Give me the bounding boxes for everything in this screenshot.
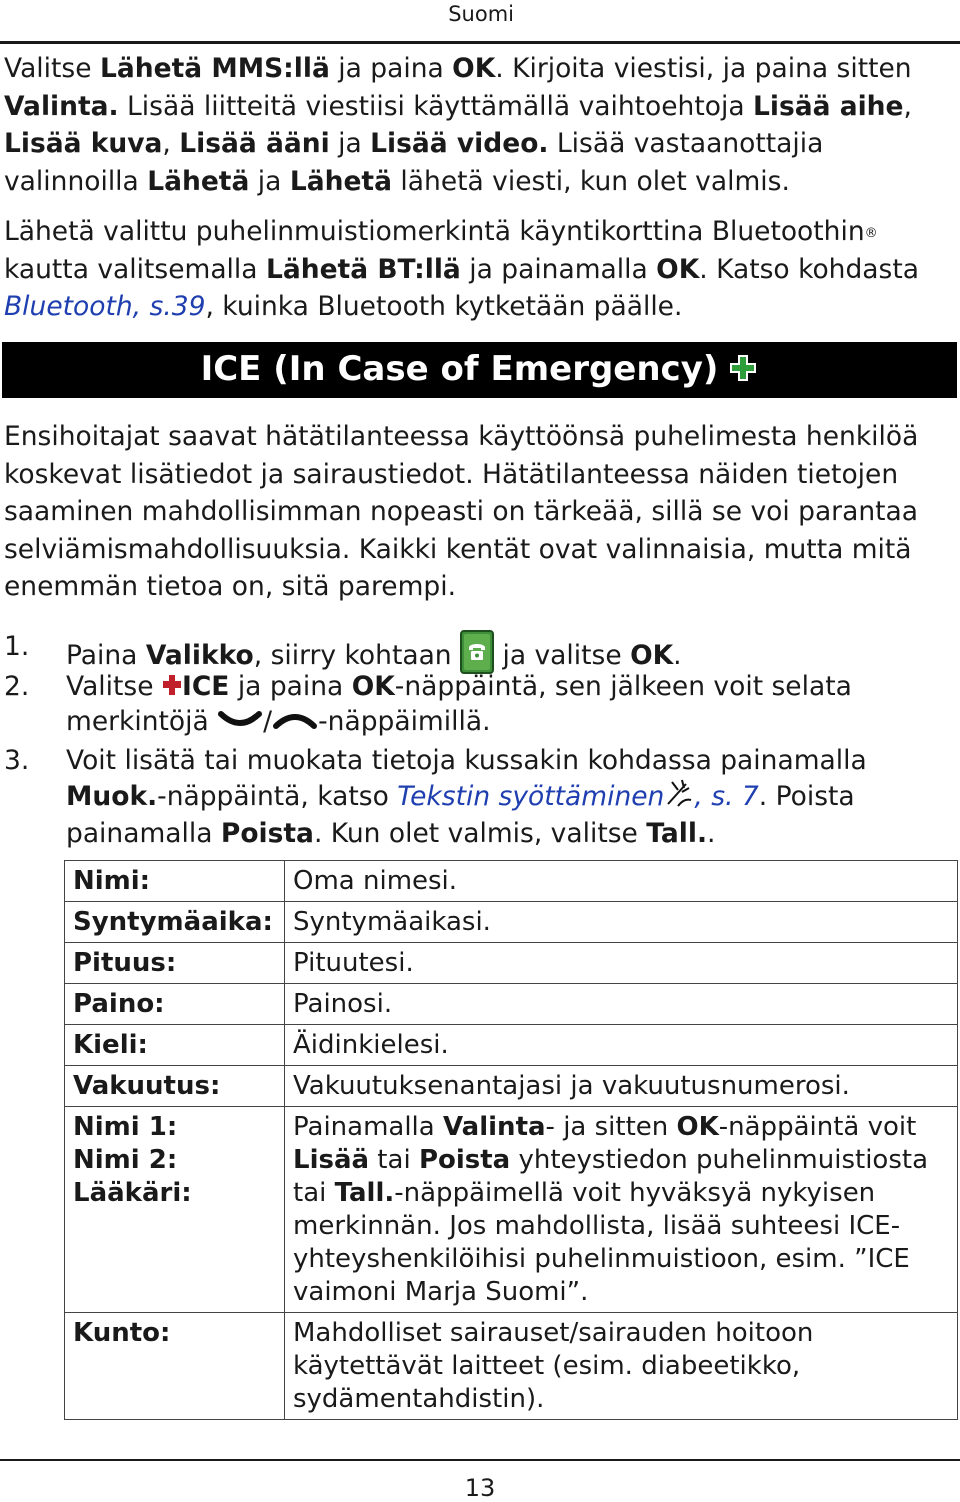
ice-info-table (64, 860, 958, 1420)
field-description: Oma nimesi. (285, 861, 958, 902)
intro-paragraph-bluetooth: Lähetä valittu puhelinmuistiomerkintä käyntikorttina Bluetoothin® kautta valitsemalla Lähetä BT:llä ja painamalla OK. Katso kohdasta Bluetooth, s.39, kuinka Bluetooth kytketään päälle. (4, 216, 919, 322)
table-row (65, 984, 958, 1025)
writing-hand-icon (664, 778, 694, 817)
table-row (65, 1066, 958, 1107)
header-language: Suomi (448, 2, 514, 26)
step-text: Paina Valikko, siirry kohtaan ja valitse OK. (66, 630, 946, 683)
table-row (65, 861, 958, 902)
table-row (65, 943, 958, 984)
table-row (65, 902, 958, 943)
table-row (65, 1313, 958, 1420)
table-row (65, 1107, 958, 1313)
step-number: 3. (4, 745, 30, 776)
ice-label: ICE (181, 671, 230, 702)
field-name: Kieli: (65, 1025, 285, 1066)
field-name: Nimi: (65, 861, 285, 902)
footer-rule (0, 1459, 960, 1461)
field-name: Pituus: (65, 943, 285, 984)
intro-paragraph-mms: Valitse Lähetä MMS:llä ja paina OK. Kirjoita viestisi, ja paina sitten Valinta. Lisää liitteitä viestiisi käyttämällä vaihtoehtoja Lisää aihe, Lisää kuva, Lisää ääni ja Lisää video. Lisää vastaanottajia valinnoilla Lähetä ja Lähetä lähetä viesti, kun olet valmis. (4, 53, 912, 197)
header-rule (0, 41, 960, 44)
field-name: Paino: (65, 984, 285, 1025)
field-name: Vakuutus: (65, 1066, 285, 1107)
section-title-bar (2, 342, 957, 398)
section-intro-paragraph: Ensihoitajat saavat hätätilanteessa käyttöönsä puhelimesta henkilöä koskevat lisätiedot ja sairaustiedot. Hätätilanteessa näiden tietojen saaminen mahdollisimman nopeasti on tärkeää, sillä se voi parantaa selviämismahdollisuuksia. Kaikki kentät ovat valinnaisia, mutta mitä enemmän tietoa on, sitä parempi. (4, 421, 919, 602)
chevron-up-icon (272, 705, 318, 739)
field-description: Pituutesi. (285, 943, 958, 984)
table-row (65, 1025, 958, 1066)
bluetooth-link[interactable]: Bluetooth, s.39 (4, 291, 206, 322)
step-number: 2. (4, 671, 30, 702)
text-input-page-link[interactable]: , s. 7 (694, 781, 759, 812)
green-plus-icon (728, 353, 758, 383)
field-description: Mahdolliset sairauset/sairauden hoitoon käytettävät laitteet (esim. diabeetikko, sydämentahdistin). (285, 1313, 958, 1420)
ice-plus-icon (162, 671, 182, 705)
field-name: Syntymäaika: (65, 902, 285, 943)
field-description: Painamalla Valinta- ja sitten OK-näppäintä voit Lisää tai Poista yhteystiedon puhelinmuistiosta tai Tall.-näppäimellä voit hyväksyä nykyisen merkinnän. Jos mahdollista, lisää suhteesi ICE-yhteyshenkilöihisi puhelinmuistioon, esim. ”ICE vaimoni Marja Suomi”. (285, 1107, 958, 1313)
field-description: Äidinkielesi. (285, 1025, 958, 1066)
step-number: 1. (4, 631, 30, 662)
chevron-down-icon (217, 705, 263, 739)
page-number: 13 (464, 1474, 496, 1502)
field-description: Painosi. (285, 984, 958, 1025)
step-text: Valitse ICE ja paina OK-näppäintä, sen jälkeen voit selata merkintöjä / -näppäimillä. (66, 670, 946, 739)
step-text: Voit lisätä tai muokata tietoja kussakin kohdassa painamalla Muok.-näppäintä, katso Tekstin syöttäminen , s. 7. Poista painamalla Poista. Kun olet valmis, valitse Tall.. (66, 745, 867, 849)
section-title: ICE (In Case of Emergency) (2, 347, 957, 391)
field-name: Kunto: (65, 1313, 285, 1420)
field-description: Syntymäaikasi. (285, 902, 958, 943)
field-name: Nimi 1: Nimi 2: Lääkäri: (65, 1107, 285, 1313)
text-input-link[interactable]: Tekstin syöttäminen (397, 781, 665, 812)
field-description: Vakuutuksenantajasi ja vakuutusnumerosi. (285, 1066, 958, 1107)
